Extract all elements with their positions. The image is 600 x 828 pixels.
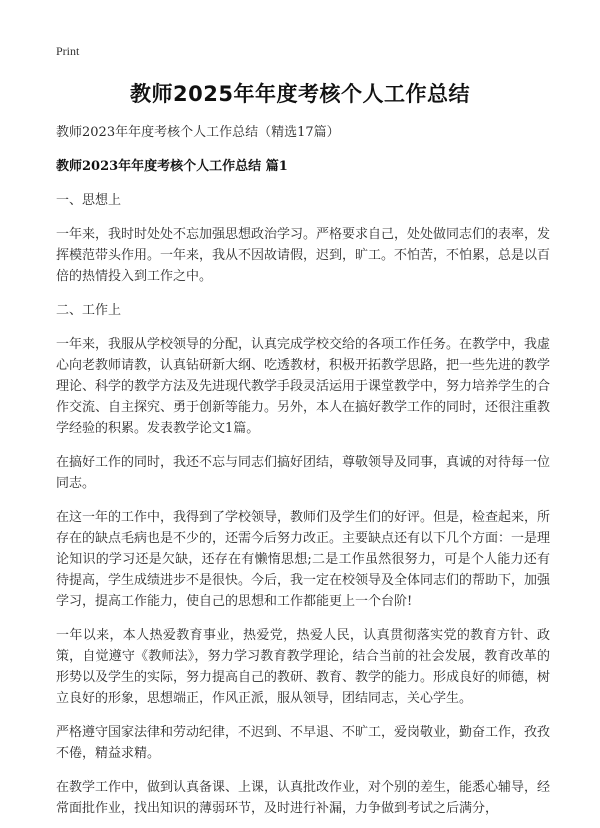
part-one-heading: 一、思想上: [56, 193, 122, 208]
print-label[interactable]: Print: [56, 44, 80, 58]
document-title: 教师2025年年度考核个人工作总结: [130, 82, 470, 106]
document-body: [56, 122, 550, 828]
body-paragraph: 一年以来，本人热爱教育事业，热爱党，热爱人民，认真贯彻落实党的教育方针、政策，自觉遵守《教师法》，努力学习教育教学理论，结合当前的社会发展，教育改革的形势以及学生的实际，努力提高自己的教研、教育、教学的能力。形成良好的师德，树立良好的形象，思想端正，作风正派，服从领导，团结同志，关心学生。: [56, 628, 551, 706]
section-heading: 教师2023年年度考核个人工作总结 篇1: [56, 159, 288, 174]
body-paragraph: 在教学工作中，做到认真备课、上课，认真批改作业，对个别的差生，能悉心辅导，经常面批作业，找出知识的薄弱环节，及时进行补漏，力争做到考试之后满分，: [56, 780, 551, 816]
body-paragraph: 严格遵守国家法律和劳动纪律，不迟到、不早退、不旷工，爱岗敬业，勤奋工作，孜孜不倦，精益求精。: [56, 725, 551, 761]
body-paragraph: 在这一年的工作中，我得到了学校领导，教师们及学生们的好评。但是，检查起来，所存在的缺点毛病也是不少的，还需今后努力改正。主要缺点还有以下几个方面：一是理论知识的学习还是欠缺，还存在有懒惰思想;二是工作虽然很努力，可是个人能力还有待提高，学生成绩进步不是很快。今后，我一定在校领导及全体同志们的帮助下，加强学习，提高工作能力，使自己的思想和工作都能更上一个台阶!: [56, 510, 551, 609]
part-two-heading: 二、工作上: [56, 303, 122, 318]
body-paragraph: 在搞好工作的同时，我还不忘与同志们搞好团结，尊敬领导及同事，真诚的对待每一位同志。: [56, 455, 551, 491]
body-paragraph: 一年来，我服从学校领导的分配，认真完成学校交给的各项工作任务。在教学中，我虚心向老教师请教，认真钻研新大纲、吃透教材，积极开拓教学思路，把一些先进的教学理论、科学的教学方法及先进现代教学手段灵活运用于课堂教学中，努力培养学生的合作交流、自主探究、勇于创新等能力。另外，本人在搞好教学工作的同时，还很注重教学经验的积累。发表教学论文1篇。: [56, 337, 551, 436]
document-subtitle: 教师2023年年度考核个人工作总结（精选17篇）: [56, 125, 340, 140]
part-one-paragraph: 一年来，我时时处处不忘加强思想政治学习。严格要求自己，处处做同志们的表率，发挥模范带头作用。一年来，我从不因故请假，迟到，旷工。不怕苦，不怕累，总是以百倍的热情投入到工作之中。: [56, 227, 551, 284]
